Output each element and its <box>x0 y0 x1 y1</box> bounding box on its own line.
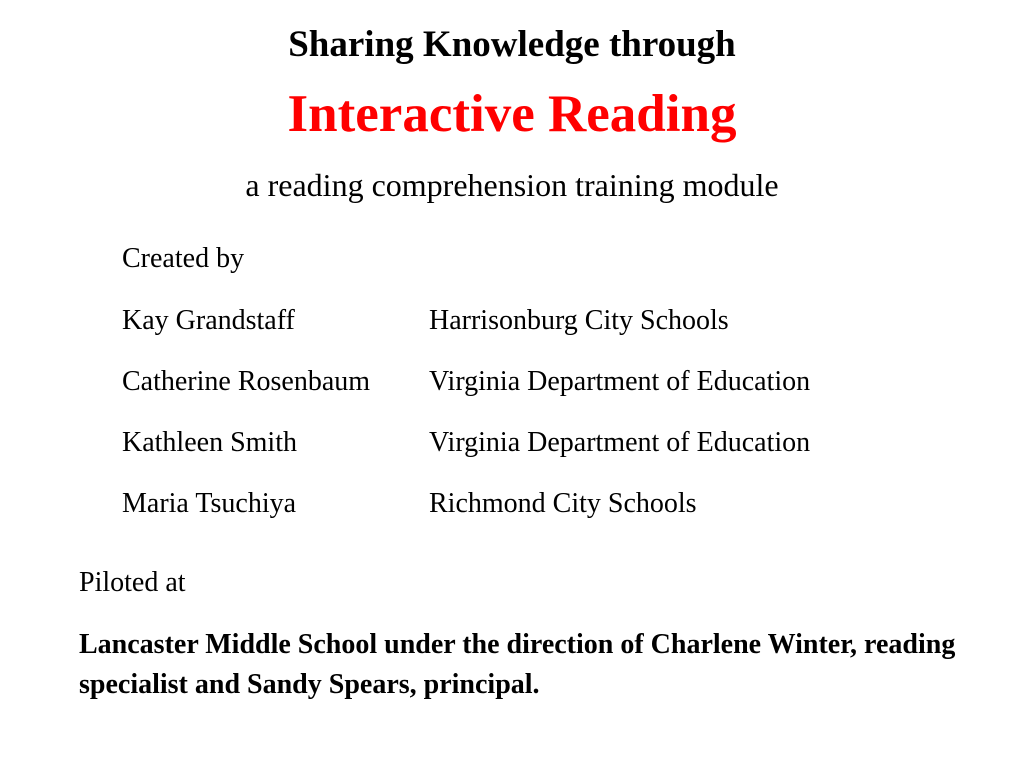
title-line-1: Sharing Knowledge through <box>288 24 736 65</box>
creator-organization: Richmond City Schools <box>429 487 697 519</box>
creator-row <box>122 412 922 473</box>
creator-name: Kay Grandstaff <box>122 304 295 336</box>
creator-name: Maria Tsuchiya <box>122 487 297 519</box>
creators-list <box>122 290 922 534</box>
creator-organization: Virginia Department of Education <box>429 365 811 397</box>
creator-name: Kathleen Smith <box>122 426 297 458</box>
piloted-at-description: Lancaster Middle School under the direction of Charlene Winter, reading specialist and Sandy Spears, principal. <box>79 629 956 700</box>
creator-organization: Virginia Department of Education <box>429 426 811 458</box>
created-by-label: Created by <box>122 243 245 274</box>
created-by-label-wrap <box>122 240 922 278</box>
title-line-2: Interactive Reading <box>287 85 737 143</box>
creator-name: Catherine Rosenbaum <box>122 365 371 397</box>
subtitle: a reading comprehension training module <box>245 167 779 203</box>
creator-row <box>122 290 922 351</box>
creator-row <box>122 351 922 412</box>
creator-organization: Harrisonburg City Schools <box>429 304 729 336</box>
creator-row <box>122 473 922 534</box>
piloted-at-label: Piloted at <box>79 567 186 598</box>
